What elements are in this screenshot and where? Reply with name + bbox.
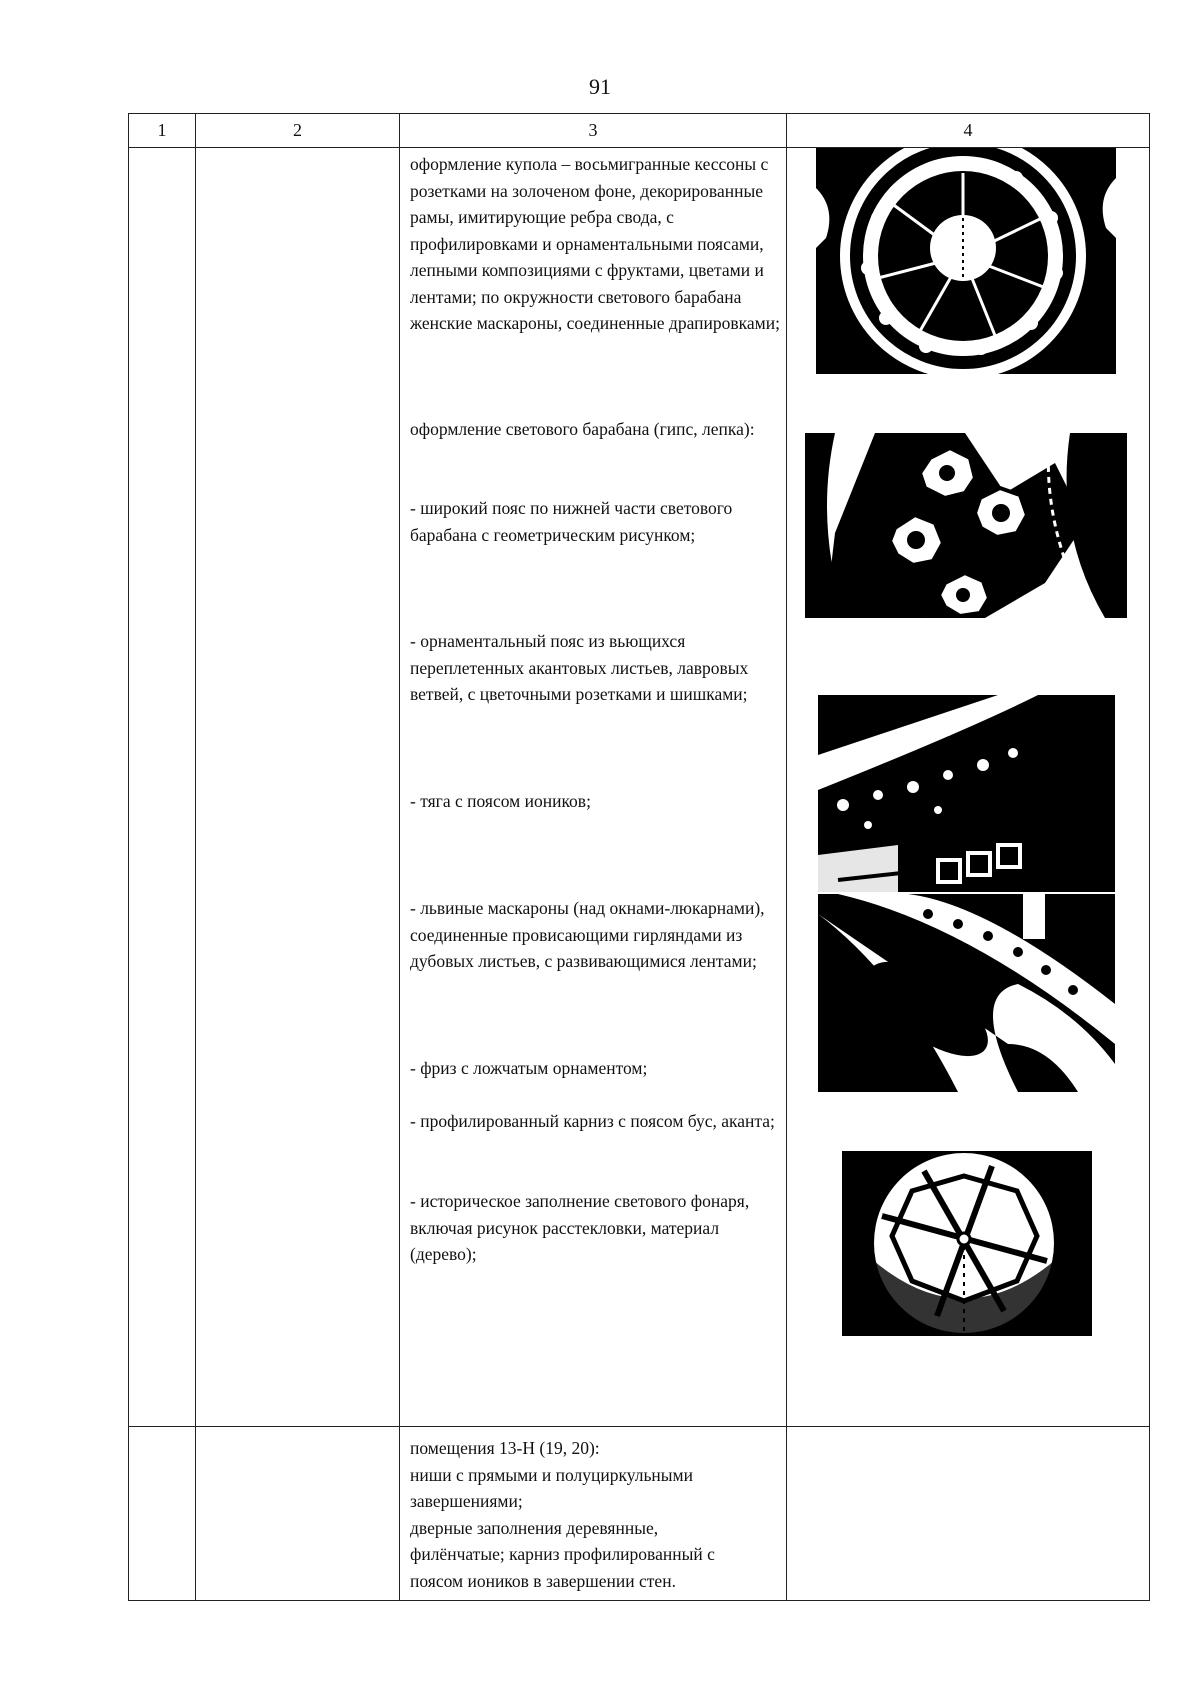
page-number: 91 <box>589 74 611 99</box>
drum-rosettes-photo <box>805 433 1127 618</box>
row2-photos-cell <box>787 1427 1150 1601</box>
drum-decoration-heading: оформление светового барабана (гипс, лепка): <box>410 419 755 439</box>
monument-description-table <box>128 113 1150 1601</box>
row2-col2-cell <box>196 1427 400 1601</box>
light-lantern-photo <box>842 1151 1092 1336</box>
room-description-line: ниши с прямыми и полуциркульными <box>410 1464 693 1485</box>
column-header-1: 1 <box>129 114 196 148</box>
dome-coffers-photo <box>816 148 1116 374</box>
room-description-line: дверные заполнения деревянные, <box>410 1517 659 1538</box>
ornamental-belt-item: - орнаментальный пояс из вьющихся переплетенных акантовых листьев, лавровых ветвей, с цветочными розетками и шишками; <box>410 631 749 704</box>
profiled-cornice-item: - профилированный карниз с поясом бус, аканта; <box>410 1111 775 1131</box>
row1-col1-cell <box>129 148 196 1427</box>
row1-photos-cell <box>787 148 1150 1427</box>
frieze-item: - фриз с ложчатым орнаментом; <box>410 1058 648 1078</box>
ionic-cornice-item: - тяга с поясом иоников; <box>410 791 591 811</box>
column-header-3: 3 <box>400 114 787 148</box>
lion-mascarons-photo <box>818 894 1115 1092</box>
row1-col2-cell <box>196 148 400 1427</box>
column-header-2: 2 <box>196 114 400 148</box>
row2-col1-cell <box>129 1427 196 1601</box>
room-description-line: филёнчатые; карниз профилированный с <box>410 1544 715 1564</box>
acanthus-belt-photo <box>818 695 1115 892</box>
room-description-line: завершениями; <box>410 1491 523 1511</box>
table-row <box>129 1427 1150 1601</box>
table-header-row <box>129 114 1150 148</box>
light-lantern-item: - историческое заполнение светового фонаря, включая рисунок расстекловки, материал (дерево); <box>410 1191 750 1264</box>
dome-decoration-paragraph: оформление купола – восьмигранные кессоны с розетками на золоченом фоне, декорированные рамы, имитирующие ребра свода, с профилировками и орнаментальными поясами, лепными композициями с фруктами, цветами и лентами; по окружности светового барабана женские маскароны, соединенные драпировками; <box>410 154 780 333</box>
row2-description-cell <box>400 1427 787 1601</box>
row1-description-cell <box>400 148 787 1427</box>
wide-belt-item: - широкий пояс по нижней части светового барабана с геометрическим рисунком; <box>410 498 733 545</box>
table-row <box>129 148 1150 1427</box>
room-description-line: помещения 13-Н (19, 20): <box>410 1438 600 1458</box>
room-description-line: поясом иоников в завершении стен. <box>410 1570 676 1591</box>
lion-mascarons-item: - львиные маскароны (над окнами-люкарнами), соединенные провисающими гирляндами из дубовых листьев, с развивающимися лентами; <box>410 898 765 971</box>
column-header-4: 4 <box>787 114 1150 148</box>
